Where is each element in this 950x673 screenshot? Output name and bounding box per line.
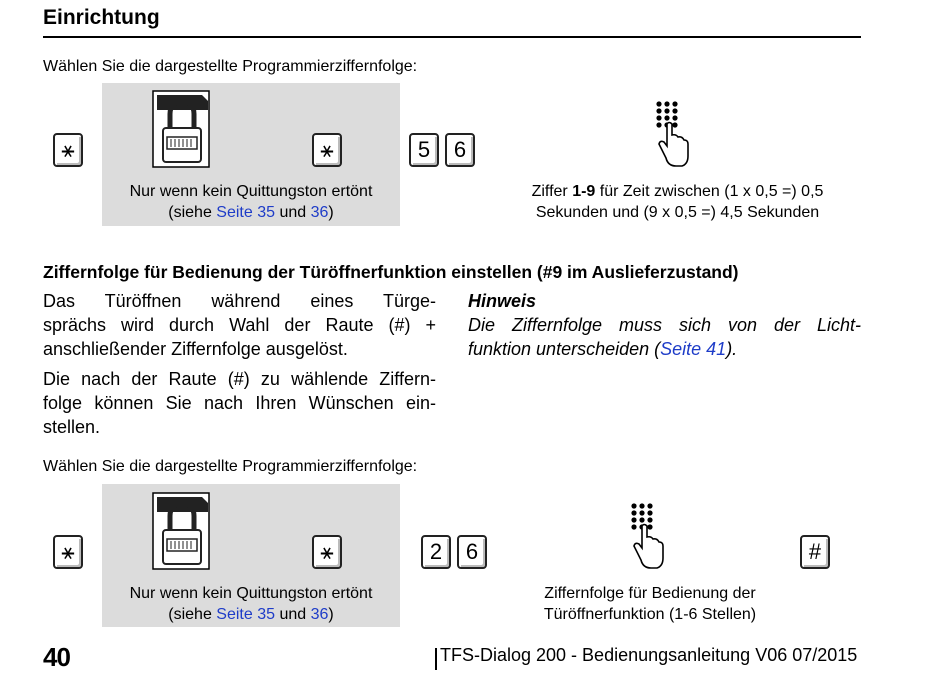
keypad-press-icon: [652, 100, 692, 172]
link-seite-41[interactable]: Seite 41: [660, 339, 727, 359]
section-heading: Ziffernfolge für Bedienung der Türöffnerfunktion einstellen (#9 im Auslieferzustand): [43, 262, 739, 282]
padlock-icon: [152, 90, 212, 170]
digit-key-5: 5: [409, 133, 439, 167]
page-title: Einrichtung: [43, 6, 160, 29]
left-paragraph-2: Die nach der Raute (#) zu wählende Ziffern- folge können Sie nach Ihren Wünschen ein- stellen.: [43, 369, 436, 437]
lock-caption-1: Nur wenn kein Quittungston ertönt (siehe Seite 35 und 36): [129, 183, 373, 221]
star-key-1: ⚹: [53, 133, 83, 167]
hash-key: #: [800, 535, 830, 569]
digit-key-6: 6: [457, 535, 487, 569]
instruction-2: Wählen Sie die dargestellte Programmierziffernfolge:: [43, 458, 418, 475]
star-key-4: ⚹: [312, 535, 342, 569]
digit-key-2: 2: [421, 535, 451, 569]
digit-caption-1: Ziffer 1-9 für Zeit zwischen (1 x 0,5 =) 0,5 Sekunden und (9 x 0,5 =) 4,5 Sekunden: [531, 183, 824, 221]
footer-doc-title: TFS-Dialog 200 - Bedienungsanleitung V06 07/2015: [440, 645, 858, 665]
left-paragraph-1: Das Türöffnen während eines Türge- sprächs wird durch Wahl der Raute (#) + anschließender Ziffernfolge ausgelöst.: [43, 291, 436, 359]
keypad-press-icon: [627, 502, 667, 574]
star-key-2: ⚹: [312, 133, 342, 167]
padlock-icon: [152, 492, 212, 572]
link-seite-35[interactable]: Seite 35: [216, 606, 276, 623]
lock-caption-2: Nur wenn kein Quittungston ertönt (siehe Seite 35 und 36): [129, 585, 373, 623]
hinweis-title: Hinweis: [468, 291, 537, 311]
star-key-3: ⚹: [53, 535, 83, 569]
instruction-1: Wählen Sie die dargestellte Programmierziffernfolge:: [43, 58, 418, 75]
page-number: 40: [43, 642, 70, 672]
footer-divider: [435, 648, 437, 670]
hinweis-box: Hinweis Die Ziffernfolge muss sich von der Licht- funktion unterscheiden (Seite 41).: [468, 291, 861, 359]
link-seite-36[interactable]: 36: [310, 606, 329, 623]
title-rule: [43, 36, 861, 38]
digit-key-6: 6: [445, 133, 475, 167]
digit-caption-2: Ziffernfolge für Bedienung der Türöffnerfunktion (1-6 Stellen): [543, 585, 757, 623]
link-seite-36[interactable]: 36: [310, 204, 329, 221]
link-seite-35[interactable]: Seite 35: [216, 204, 276, 221]
